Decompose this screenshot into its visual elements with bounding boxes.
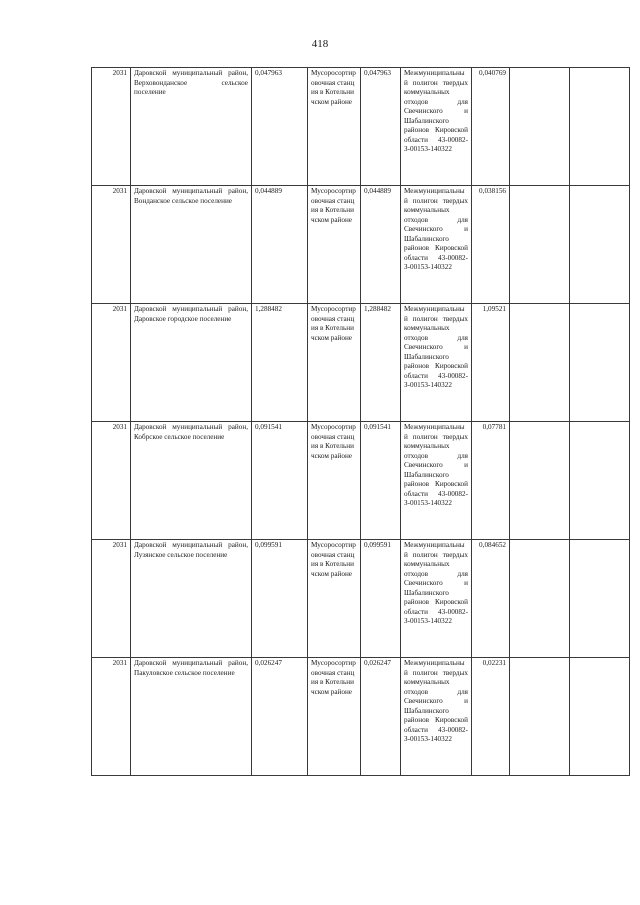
disposed-volume-cell: 0,084652 <box>472 540 510 658</box>
destination-cell: Мусоросортировочная станция в Котельничском районе <box>308 304 361 422</box>
table-body <box>92 68 630 776</box>
year-cell: 2031 <box>92 186 131 304</box>
empty-cell <box>510 186 570 304</box>
empty-cell <box>570 422 630 540</box>
empty-cell <box>510 68 570 186</box>
waste-flow-table <box>91 67 630 776</box>
transferred-volume-cell: 1,288482 <box>361 304 401 422</box>
year-cell: 2031 <box>92 658 131 776</box>
table-row <box>92 422 630 540</box>
waste-volume-cell: 0,026247 <box>252 658 308 776</box>
disposed-volume-cell: 1,09521 <box>472 304 510 422</box>
disposed-volume-cell: 0,07781 <box>472 422 510 540</box>
settlement-name-cell: Даровской муниципальный район, Лузянское сельское поселение <box>131 540 252 658</box>
disposed-volume-cell: 0,040769 <box>472 68 510 186</box>
transferred-volume-cell: 0,026247 <box>361 658 401 776</box>
settlement-name-cell: Даровской муниципальный район, Верховонданское сельское поселение <box>131 68 252 186</box>
year-cell: 2031 <box>92 422 131 540</box>
empty-cell <box>510 540 570 658</box>
empty-cell <box>570 658 630 776</box>
table-row <box>92 68 630 186</box>
waste-volume-cell: 0,091541 <box>252 422 308 540</box>
transferred-volume-cell: 0,044889 <box>361 186 401 304</box>
landfill-cell: Межмуниципальный полигон твердых коммунальных отходов для Свечинского и Шабалинского районов Кировской области 43-00082-З-00153-140322 <box>401 186 472 304</box>
table-row <box>92 540 630 658</box>
waste-volume-cell: 0,047963 <box>252 68 308 186</box>
page-number: 418 <box>311 38 329 50</box>
landfill-cell: Межмуниципальный полигон твердых коммунальных отходов для Свечинского и Шабалинского районов Кировской области 43-00082-З-00153-140322 <box>401 658 472 776</box>
transferred-volume-cell: 0,099591 <box>361 540 401 658</box>
table-row <box>92 658 630 776</box>
empty-cell <box>510 422 570 540</box>
waste-volume-cell: 1,288482 <box>252 304 308 422</box>
transferred-volume-cell: 0,091541 <box>361 422 401 540</box>
empty-cell <box>570 186 630 304</box>
destination-cell: Мусоросортировочная станция в Котельничском районе <box>308 658 361 776</box>
year-cell: 2031 <box>92 540 131 658</box>
empty-cell <box>570 540 630 658</box>
landfill-cell: Межмуниципальный полигон твердых коммунальных отходов для Свечинского и Шабалинского районов Кировской области 43-00082-З-00153-140322 <box>401 304 472 422</box>
empty-cell <box>510 658 570 776</box>
transferred-volume-cell: 0,047963 <box>361 68 401 186</box>
destination-cell: Мусоросортировочная станция в Котельничском районе <box>308 540 361 658</box>
year-cell: 2031 <box>92 68 131 186</box>
empty-cell <box>570 68 630 186</box>
destination-cell: Мусоросортировочная станция в Котельничском районе <box>308 422 361 540</box>
landfill-cell: Межмуниципальный полигон твердых коммунальных отходов для Свечинского и Шабалинского районов Кировской области 43-00082-З-00153-140322 <box>401 422 472 540</box>
destination-cell: Мусоросортировочная станция в Котельничском районе <box>308 186 361 304</box>
settlement-name-cell: Даровской муниципальный район, Вонданское сельское поселение <box>131 186 252 304</box>
table-row <box>92 304 630 422</box>
destination-cell: Мусоросортировочная станция в Котельничском районе <box>308 68 361 186</box>
landfill-cell: Межмуниципальный полигон твердых коммунальных отходов для Свечинского и Шабалинского районов Кировской области 43-00082-З-00153-140322 <box>401 68 472 186</box>
disposed-volume-cell: 0,02231 <box>472 658 510 776</box>
table-row <box>92 186 630 304</box>
waste-volume-cell: 0,044889 <box>252 186 308 304</box>
settlement-name-cell: Даровской муниципальный район, Кобрское сельское поселение <box>131 422 252 540</box>
landfill-cell: Межмуниципальный полигон твердых коммунальных отходов для Свечинского и Шабалинского районов Кировской области 43-00082-З-00153-140322 <box>401 540 472 658</box>
year-cell: 2031 <box>92 304 131 422</box>
disposed-volume-cell: 0,038156 <box>472 186 510 304</box>
waste-volume-cell: 0,099591 <box>252 540 308 658</box>
empty-cell <box>510 304 570 422</box>
empty-cell <box>570 304 630 422</box>
settlement-name-cell: Даровской муниципальный район, Даровское городское поселение <box>131 304 252 422</box>
settlement-name-cell: Даровской муниципальный район, Пакуловское сельское поселение <box>131 658 252 776</box>
